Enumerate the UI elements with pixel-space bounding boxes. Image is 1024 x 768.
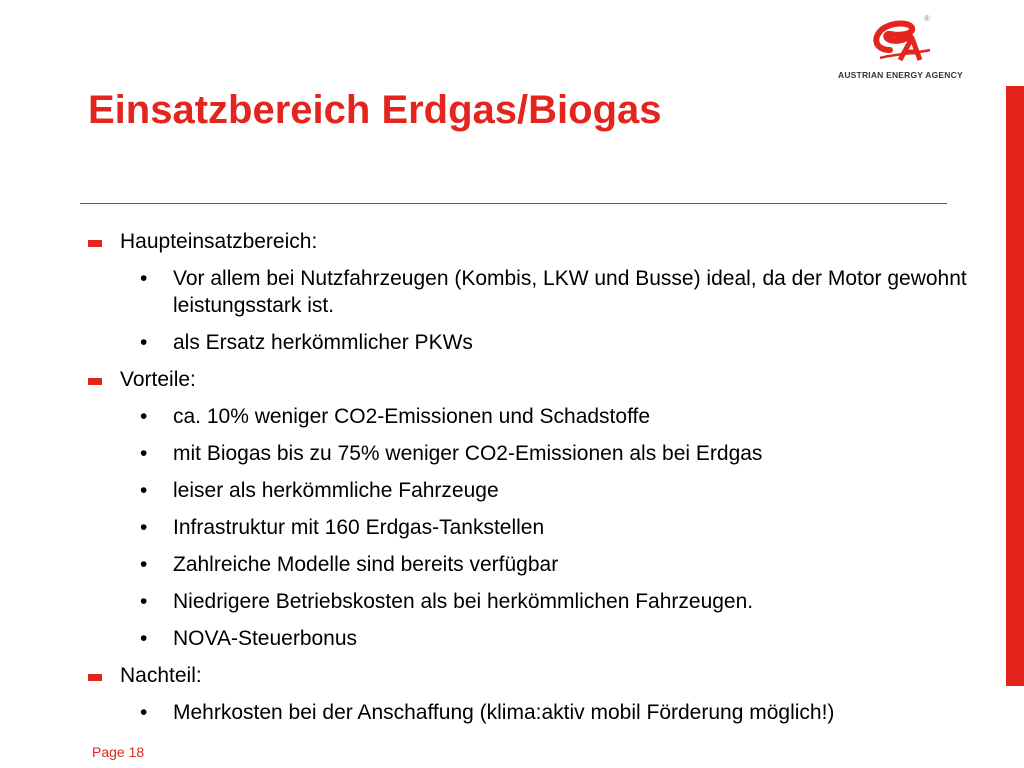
list-item-text: mit Biogas bis zu 75% weniger CO2-Emissionen als bei Erdgas	[173, 442, 763, 465]
bullet-dot-icon: •	[140, 405, 148, 428]
list-item-text: Vor allem bei Nutzfahrzeugen (Kombis, LKW und Busse) ideal, da der Motor gewohnt leistungsstark ist.	[173, 267, 967, 317]
list-item	[88, 625, 988, 652]
bullet-dot-icon: •	[140, 553, 148, 576]
list-item	[88, 699, 988, 726]
section-heading-text: Nachteil:	[120, 664, 202, 687]
bullet-dot-icon: •	[140, 701, 148, 724]
section-heading	[88, 228, 988, 255]
list-item	[88, 514, 988, 541]
list-item-text: Mehrkosten bei der Anschaffung (klima:aktiv mobil Förderung möglich!)	[173, 701, 835, 724]
bullet-dot-icon: •	[140, 267, 148, 290]
title-divider	[80, 203, 947, 204]
list-item	[88, 440, 988, 467]
bullet-dot-icon: •	[140, 627, 148, 650]
list-item-text: leiser als herkömmliche Fahrzeuge	[173, 479, 499, 502]
slide-title: Einsatzbereich Erdgas/Biogas	[88, 88, 662, 132]
list-item-text: ca. 10% weniger CO2-Emissionen und Schadstoffe	[173, 405, 651, 428]
bullet-marker-icon	[88, 378, 102, 385]
section-heading	[88, 662, 988, 689]
list-item-text: Niedrigere Betriebskosten als bei herkömmlichen Fahrzeugen.	[173, 590, 754, 613]
right-accent-bar	[1006, 86, 1024, 686]
list-item	[88, 265, 988, 319]
list-item-text: NOVA-Steuerbonus	[173, 627, 358, 650]
list-item	[88, 329, 988, 356]
slide-content	[88, 228, 988, 736]
list-item	[88, 403, 988, 430]
bullet-marker-icon	[88, 674, 102, 681]
bullet-marker-icon	[88, 240, 102, 247]
list-item-text: als Ersatz herkömmlicher PKWs	[173, 331, 473, 354]
bullet-dot-icon: •	[140, 479, 148, 502]
logo-tagline: AUSTRIAN ENERGY AGENCY	[838, 70, 963, 80]
list-item	[88, 477, 988, 504]
registered-mark: ®	[924, 14, 930, 23]
list-item	[88, 551, 988, 578]
bullet-dot-icon: •	[140, 516, 148, 539]
section-heading	[88, 366, 988, 393]
list-item	[88, 588, 988, 615]
austrian-energy-agency-logo	[838, 14, 963, 84]
list-item-text: Zahlreiche Modelle sind bereits verfügbar	[173, 553, 559, 576]
bullet-dot-icon: •	[140, 590, 148, 613]
bullet-dot-icon: •	[140, 442, 148, 465]
section-heading-text: Haupteinsatzbereich:	[120, 230, 318, 253]
section-heading-text: Vorteile:	[120, 368, 196, 391]
list-item-text: Infrastruktur mit 160 Erdgas-Tankstellen	[173, 516, 545, 539]
bullet-dot-icon: •	[140, 331, 148, 354]
page-number: Page 18	[92, 744, 145, 760]
